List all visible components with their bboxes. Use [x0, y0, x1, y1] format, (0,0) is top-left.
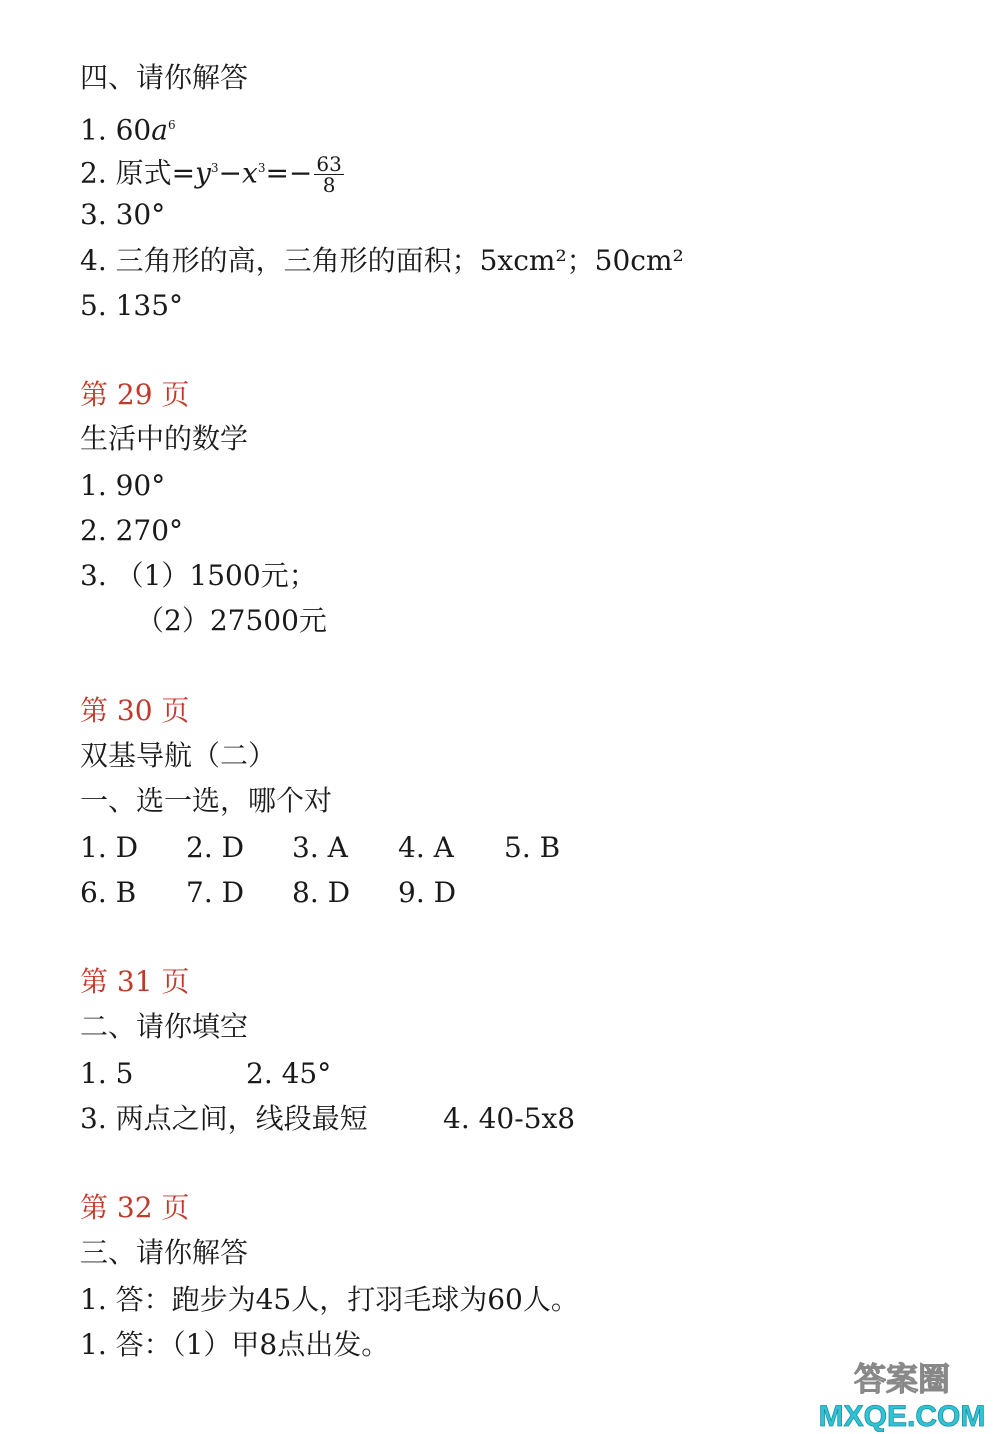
answer-line-3: 3. 30°	[80, 198, 166, 231]
page-title-32: 第 32 页	[80, 1191, 190, 1224]
choice-answer: 8. D	[292, 876, 351, 909]
fraction: $\frac{63}{8}$	[316, 152, 342, 198]
answer-line: 3. （1）1500元；	[80, 559, 317, 592]
subheading-30b: 一、选一选，哪个对	[80, 784, 333, 817]
answer-line-1: 1. $60a^6$	[80, 113, 176, 147]
answer-line: （2）27500元	[136, 604, 327, 637]
choice-answer: 9. D	[398, 876, 457, 909]
subheading-29: 生活中的数学	[80, 422, 249, 455]
answer-line: 1. 90°	[80, 469, 166, 502]
fill-answer: 4. 40-5x8	[443, 1102, 576, 1135]
answer-line-2: 2. 原式$=y^3-x^3=-$ $\frac{63}{8}$	[80, 152, 342, 198]
page-title-29: 第 29 页	[80, 378, 190, 411]
choice-answer: 2. D	[186, 831, 245, 864]
page-title-31: 第 31 页	[80, 965, 190, 998]
fill-answer: 1. 5	[80, 1057, 134, 1090]
choice-answer: 7. D	[186, 876, 245, 909]
watermark-top-text: 答案圈	[853, 1361, 951, 1397]
choice-answer: 4. A	[398, 831, 454, 864]
answer-line-5: 5. 135°	[80, 289, 184, 322]
subheading-32: 三、请你解答	[80, 1236, 249, 1269]
watermark-bottom-text: MXQE.COM	[818, 1400, 986, 1432]
choice-answer: 1. D	[80, 831, 139, 864]
answer-line: 1. 答：（1）甲8点出发。	[80, 1328, 390, 1361]
choice-answer: 3. A	[292, 831, 348, 864]
answer-line-4: 4. 三角形的高，三角形的面积；5xcm²；50cm²	[80, 244, 684, 277]
subheading-31: 二、请你填空	[80, 1010, 249, 1043]
watermark-logo	[810, 1356, 990, 1432]
fill-answer: 2. 45°	[246, 1057, 332, 1090]
fill-answer: 3. 两点之间，线段最短	[80, 1102, 368, 1135]
answer-line: 1. 答：跑步为45人，打羽毛球为60人。	[80, 1283, 579, 1316]
choice-answer: 6. B	[80, 876, 137, 909]
page-title-30: 第 30 页	[80, 694, 190, 727]
section-heading-4: 四、请你解答	[80, 61, 249, 94]
subheading-30: 双基导航（二）	[80, 739, 277, 772]
answer-line: 2. 270°	[80, 514, 184, 547]
choice-answer: 5. B	[504, 831, 561, 864]
